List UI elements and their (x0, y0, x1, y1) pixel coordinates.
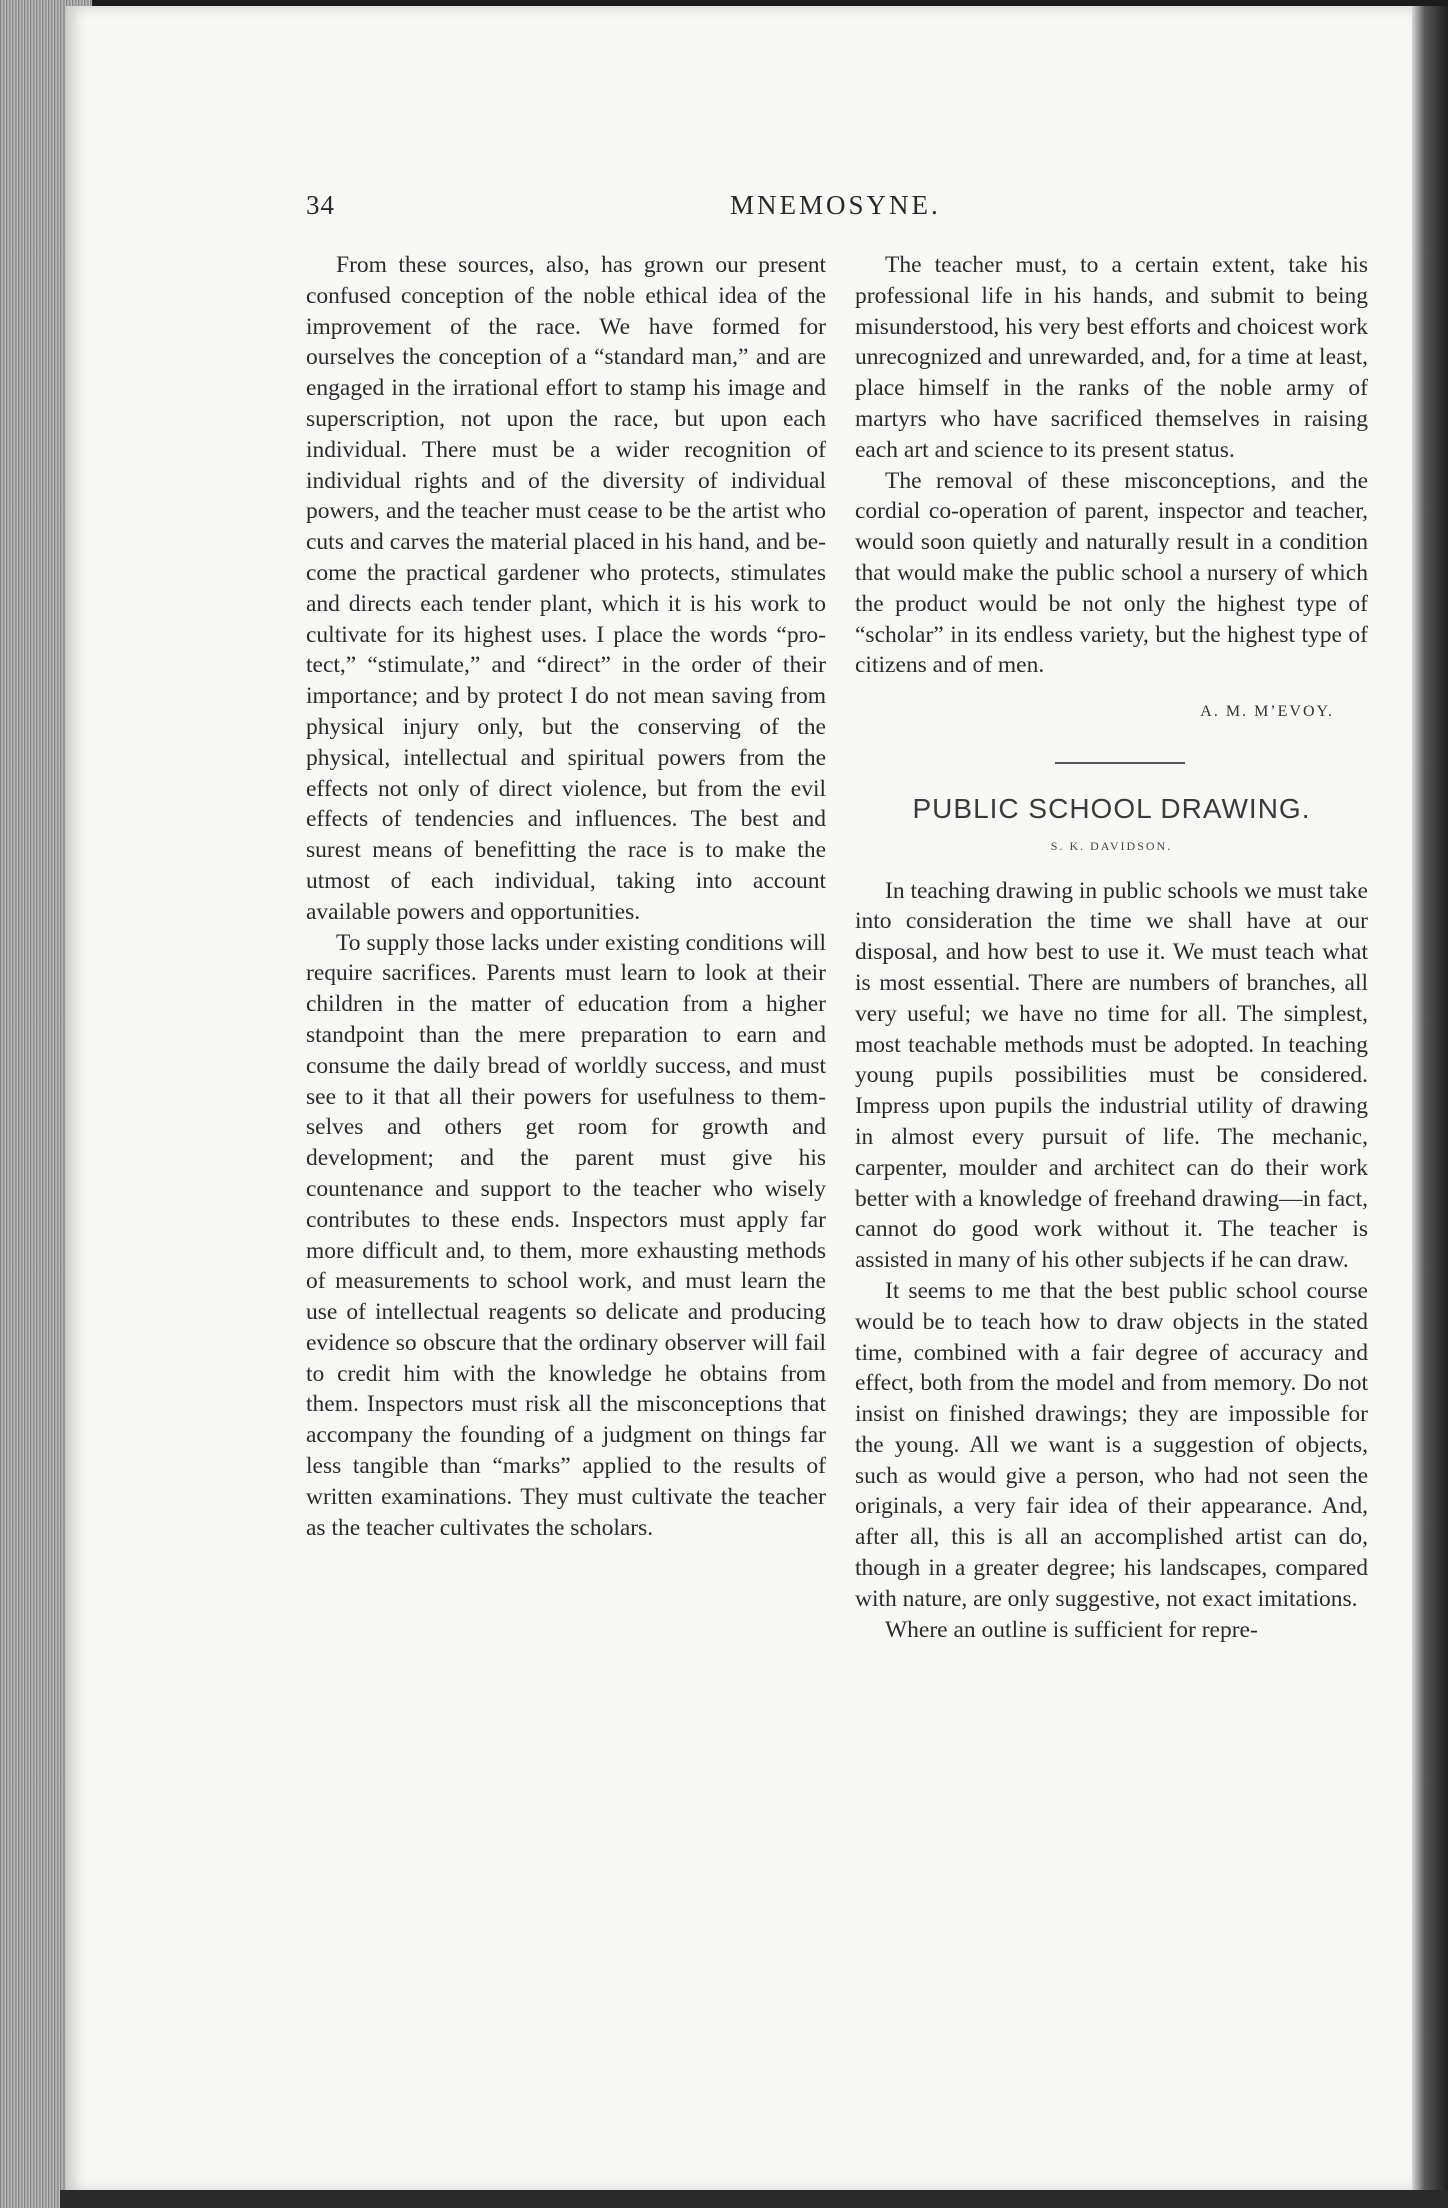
left-column (306, 250, 826, 1543)
right-column (855, 250, 1368, 1645)
page-bottom-edge (60, 2190, 1448, 2208)
article-author: S. K. DAVIDSON. (1050, 838, 1173, 853)
paragraph: It seems to me that the best public school course would be to teach how to draw objects in the stated time, combined with a fair degree of accuracy and effect, both from the model and from memory. Do not insist on finished drawings; they are impossible for the young. All we want is a suggestion of objects, such as would give a person, who had not seen the originals, a very fair idea of their appearance. And, after all, this is all an accomplished artist can do, though in a greater degree; his landscapes, compared with nature, are only suggestive, not exact imitations. (855, 1277, 1368, 1612)
paragraph: To supply those lacks under existing conditions will require sacrifices. Parents must learn to look at their children in the matter of education from a higher standpoint than the mere preparation to earn and consume the daily bread of worldly success, and must see to it that all their powers for usefulness to themselves and others get room for growth and development; and the parent must give his countenance and support to the teacher who wisely contributes to these ends. Inspectors must apply far more difficult and, to them, more exhausting methods of measurements to school work, and must learn the use of intellectual reagents so delicate and producing evidence so obscure that the ordinary observer will fail to credit him with the knowledge he obtains from them. Inspectors must risk all the misconceptions that accompany the founding of a judgment on things far less tangible than “marks” applied to the results of written examinations. They must cultivate the teacher as the teacher cultivates the scholars. (306, 929, 826, 1541)
paragraph: The teacher must, to a certain extent, take his professional life in his hands, and submit to being misunderstood, his very best efforts and choicest work unrecognized and unrewarded, and, for a time at least, place himself in the ranks of the noble army of martyrs who have sacrificed themselves in raising each art and science to its present status. (855, 252, 1368, 463)
paragraph: From these sources, also, has grown our present confused conception of the noble ethical idea of the improvement of the race. We have formed for ourselves the conception of a “standard man,” and are engaged in the irrational effort to stamp his image and superscription, not upon the race, but upon each individual. There must be a wider recognition of individual rights and of the diversity of individual powers, and the teacher must cease to be the artist who cuts and carves the material placed in his hand, and become the practical gardener who protects, stimulates and directs each tender plant, which it is his work to cultivate for its highest uses. I place the words “protect,” “stimulate,” and “direct” in the order of their importance; and by protect I do not mean saving from physical injury only, but the conserving of the physical, intellectual and spiritual powers from the effects not only of direct violence, but from the evil effects of tendencies and influences. The best and surest means of benefitting the race is to make the utmost of each individual, taking into account available powers and opportunities. (306, 252, 826, 925)
running-head: MNEMOSYNE. (730, 190, 941, 220)
section-divider (1055, 762, 1185, 764)
article-signature: A. M. M’EVOY. (1200, 703, 1334, 721)
page-number: 34 (306, 190, 335, 220)
paragraph: The removal of these misconceptions, and the cordial co-operation of parent, inspector and teacher, would soon quietly and naturally result in a condition that would make the public school a nursery of which the product would be not only the highest type of “scholar” in its endless variety, but the highest type of citizens and of men. (855, 467, 1368, 679)
paragraph: Where an outline is sufficient for repre- (885, 1616, 1258, 1643)
page-gutter-shadow (1412, 6, 1448, 2192)
paragraph: In teaching drawing in public schools we must take into consideration the time we shall have at our disposal, and how best to use it. We must teach what is most essential. There are numbers of branches, all very useful; we have no time for all. The simplest, most teachable methods must be adopted. In teaching young pupils possibilities must be considered. Impress upon pupils the industrial utility of drawing in almost every pursuit of life. The mechanic, carpenter, moulder and architect can do their work better with a knowledge of freehand drawing—in fact, cannot do good work without it. The teacher is assisted in many of his other subjects if he can draw. (855, 877, 1368, 1274)
article-title: PUBLIC SCHOOL DRAWING. (912, 792, 1311, 824)
